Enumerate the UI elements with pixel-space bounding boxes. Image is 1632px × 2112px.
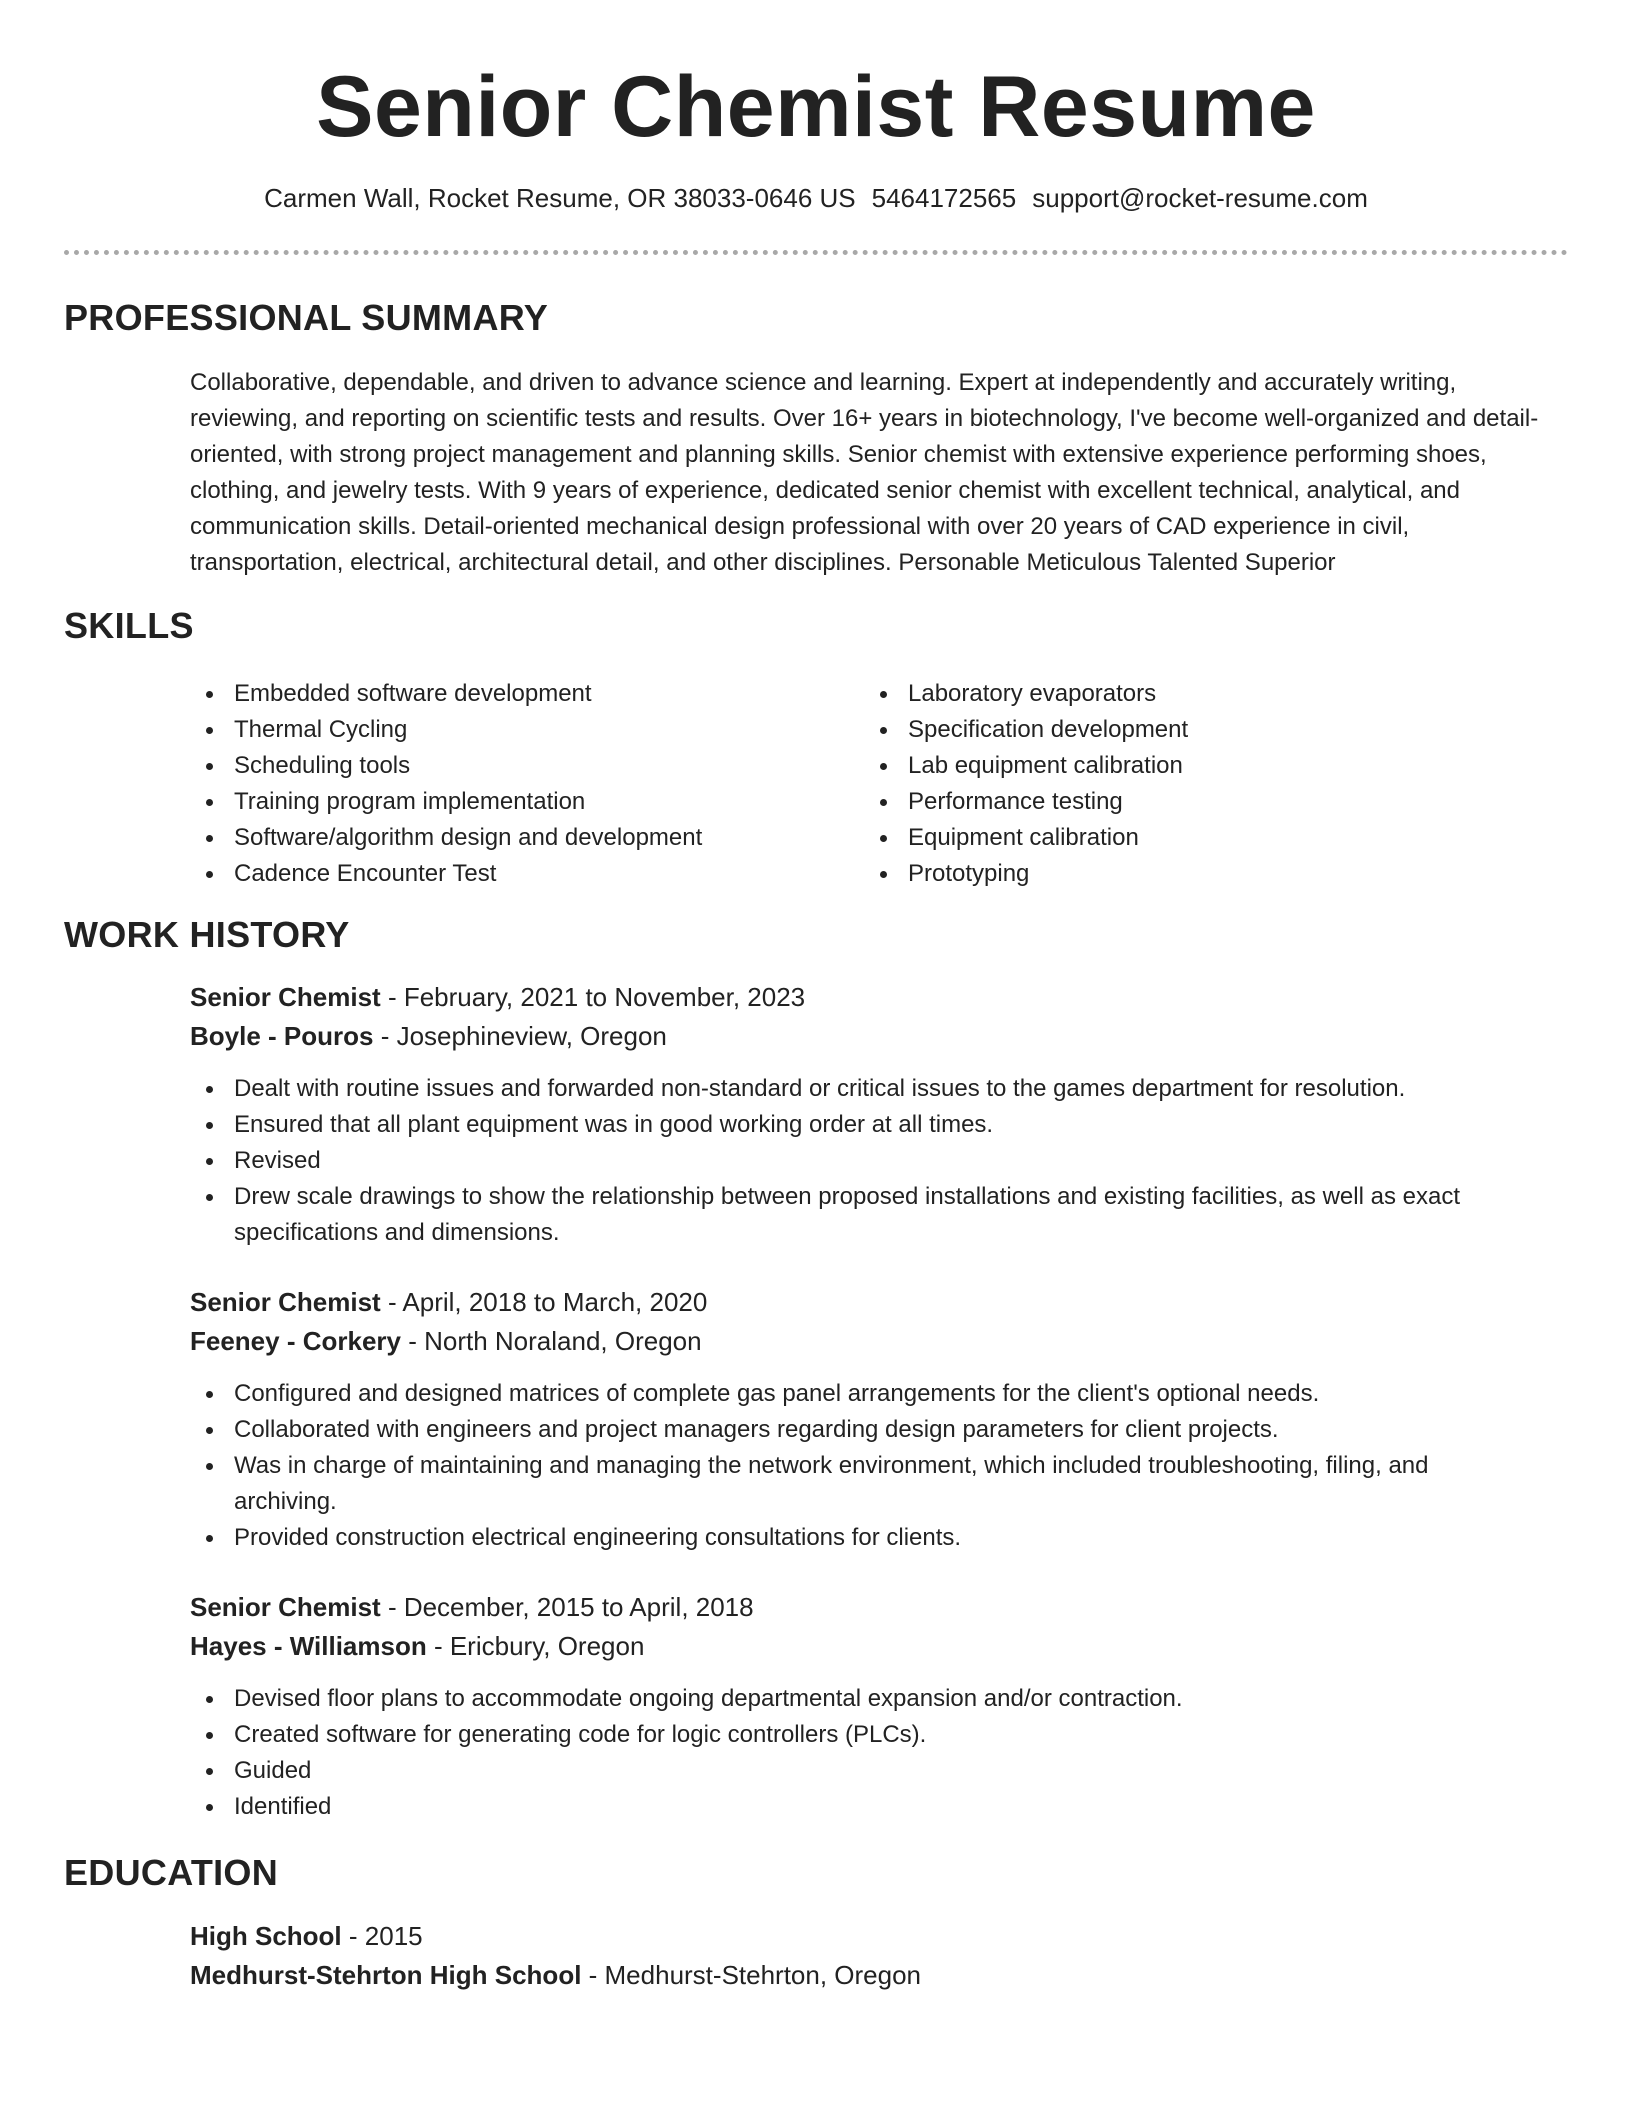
job-title: Senior Chemist (190, 1592, 381, 1622)
job-bullets (190, 1071, 1530, 1251)
job-bullets (190, 1376, 1490, 1556)
job-bullet: Guided (190, 1753, 1530, 1789)
contact-address: Carmen Wall, Rocket Resume, OR 38033-0646 US (264, 183, 856, 213)
skills-list-left (190, 676, 830, 892)
skill-item: Cadence Encounter Test (190, 856, 830, 892)
education-degree-line (190, 1917, 423, 1955)
job-bullets (190, 1681, 1530, 1825)
job-bullet: Devised floor plans to accommodate ongoing departmental expansion and/or contraction. (190, 1681, 1530, 1717)
skill-item: Scheduling tools (190, 748, 830, 784)
job-bullet: Created software for generating code for logic controllers (PLCs). (190, 1717, 1530, 1753)
job-location: - Josephineview, Oregon (373, 1021, 667, 1051)
job-bullet: Was in charge of maintaining and managing the network environment, which included troubleshooting, filing, and archiving. (190, 1448, 1490, 1520)
job-bullet: Collaborated with engineers and project managers regarding design parameters for client projects. (190, 1412, 1490, 1448)
skills-list-right (864, 676, 1504, 892)
job-dates: - February, 2021 to November, 2023 (380, 982, 806, 1012)
job-location: - Ericbury, Oregon (426, 1631, 645, 1661)
skill-item: Performance testing (864, 784, 1504, 820)
job-company-line (190, 1017, 667, 1055)
education-location: - Medhurst-Stehrton, Oregon (581, 1960, 922, 1990)
contact-line (0, 180, 1632, 216)
job-bullet: Ensured that all plant equipment was in good working order at all times. (190, 1107, 1530, 1143)
job-bullet: Dealt with routine issues and forwarded non-standard or critical issues to the games department for resolution. (190, 1071, 1530, 1107)
education-degree: High School (190, 1921, 342, 1951)
job-location: - North Noraland, Oregon (400, 1326, 702, 1356)
job-bullet: Identified (190, 1789, 1530, 1825)
job-company: Hayes - Williamson (190, 1631, 427, 1661)
job-title: Senior Chemist (190, 1287, 381, 1317)
education-school: Medhurst-Stehrton High School (190, 1960, 582, 1990)
job-title-line (190, 978, 805, 1016)
resume-title: Senior Chemist Resume (316, 59, 1316, 155)
job-title: Senior Chemist (190, 982, 381, 1012)
education-year: - 2015 (341, 1921, 423, 1951)
job-company: Feeney - Corkery (190, 1326, 401, 1356)
job-company-line (190, 1322, 702, 1360)
job-title-line (190, 1283, 707, 1321)
job-bullet: Revised (190, 1143, 1530, 1179)
job-dates: - April, 2018 to March, 2020 (380, 1287, 708, 1317)
summary-text: Collaborative, dependable, and driven to advance science and learning. Expert at independently and accurately writing, reviewing, and reporting on scientific tests and results. Over 16+ years in biotechnology, I've become well-organized and detail-oriented, with strong project management and planning skills. Senior chemist with extensive experience performing shoes, clothing, and jewelry tests. With 9 years of experience, dedicated senior chemist with excellent technical, analytical, and communication skills. Detail-oriented mechanical design professional with over 20 years of CAD experience in civil, transportation, electrical, architectural detail, and other disciplines. Personable Meticulous Talented Superior (190, 369, 1539, 576)
skill-item: Lab equipment calibration (864, 748, 1504, 784)
summary-heading: PROFESSIONAL SUMMARY (64, 297, 549, 338)
skill-item: Software/algorithm design and development (190, 820, 830, 856)
job-company: Boyle - Pouros (190, 1021, 374, 1051)
work-history-heading: WORK HISTORY (64, 914, 350, 955)
job-dates: - December, 2015 to April, 2018 (380, 1592, 754, 1622)
skill-item: Training program implementation (190, 784, 830, 820)
contact-email: support@rocket-resume.com (1032, 183, 1368, 213)
header-divider (64, 250, 1568, 255)
skill-item: Laboratory evaporators (864, 676, 1504, 712)
skill-item: Equipment calibration (864, 820, 1504, 856)
job-bullet: Provided construction electrical engineering consultations for clients. (190, 1520, 1490, 1556)
job-company-line (190, 1627, 644, 1665)
skill-item: Thermal Cycling (190, 712, 830, 748)
skill-item: Prototyping (864, 856, 1504, 892)
skill-item: Specification development (864, 712, 1504, 748)
contact-phone: 5464172565 (871, 183, 1017, 213)
job-bullet: Drew scale drawings to show the relationship between proposed installations and existing facilities, as well as exact specifications and dimensions. (190, 1179, 1530, 1251)
skill-item: Embedded software development (190, 676, 830, 712)
job-title-line (190, 1588, 754, 1626)
skills-heading: SKILLS (64, 605, 194, 646)
job-bullet: Configured and designed matrices of complete gas panel arrangements for the client's optional needs. (190, 1376, 1490, 1412)
education-heading: EDUCATION (64, 1852, 279, 1893)
education-school-line (190, 1956, 921, 1994)
